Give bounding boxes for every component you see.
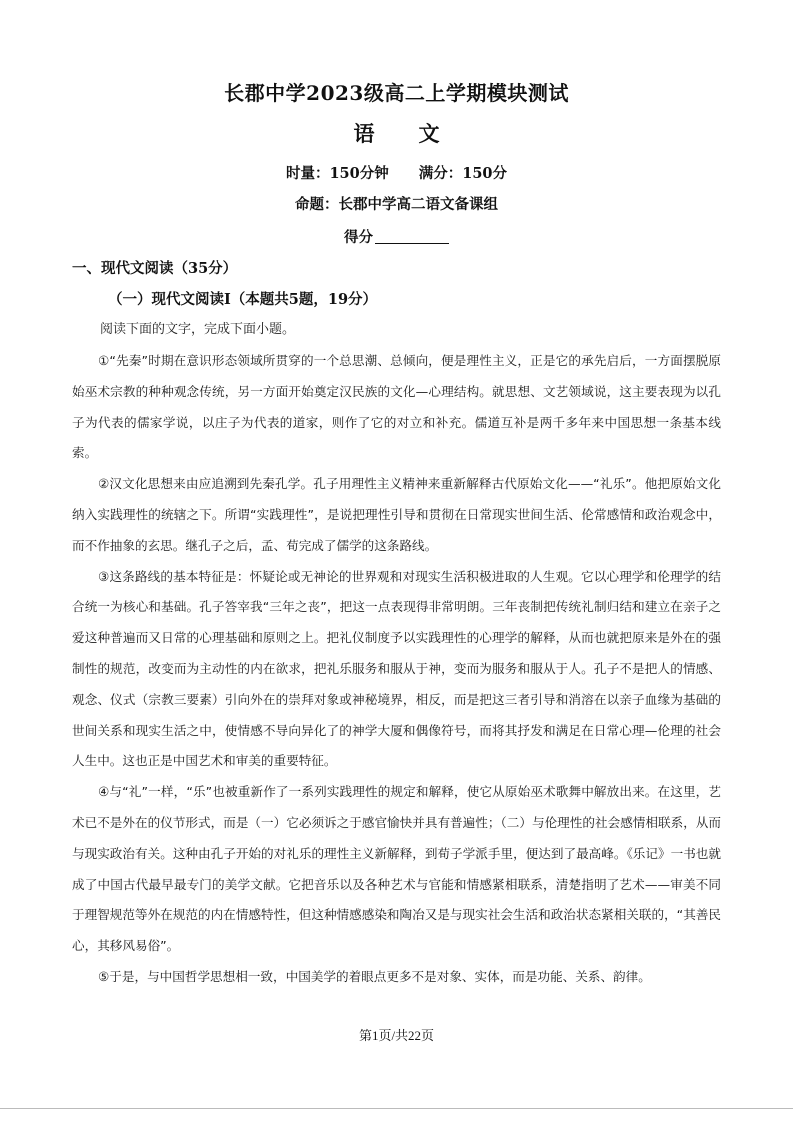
paragraph: ②汉文化思想来由应追溯到先秦孔学。孔子用理性主义精神来重新解释古代原始文化——“礼乐”。他把原始文化纳入实践理性的统辖之下。所谓“实践理性”，是说把理性引导和贯彻在日常现实世间生活、伦常感情和政治观念中，而不作抽象的玄思。继孔子之后，孟、荀完成了儒学的这条路线。 xyxy=(72,476,721,553)
exam-time-info xyxy=(0,162,793,183)
subject-title xyxy=(0,118,793,148)
paragraph: ④与“礼”一样，“乐”也被重新作了一系列实践理性的规定和解释，使它从原始巫术歌舞中解放出来。在这里，艺术已不是外在的仪节形式，而是（一）它必须诉之于感官愉快并具有普遍性；（二）与伦理性的社会感情相联系，从而与现实政治有关。这种由孔子开始的对礼乐的理性主义新解释，到荀子学派手里，便达到了最高峰。《乐记》一书也就成了中国古代最早最专门的美学文献。它把音乐以及各种艺术与官能和情感紧相联系，清楚指明了艺术——审美不同于理智规范等外在规范的内在情感特性，但这种情感感染和陶冶又是与现实社会生活和政治状态紧相关联的，“其善民心，其移风易俗”。 xyxy=(72,784,721,954)
score-label: 得分 xyxy=(344,229,373,246)
paragraph: ①“先秦”时期在意识形态领域所贯穿的一个总思潮、总倾向，便是理性主义，正是它的承先启后，一方面摆脱原始巫术宗教的种种观念传统，另一方面开始奠定汉民族的文化—心理结构。就思想、文艺领域说，这主要表现为以孔子为代表的儒家学说，以庄子为代表的道家，则作了它的对立和补充。儒道互补是两千多年来中国思想一条基本线索。 xyxy=(72,353,721,461)
score-line xyxy=(0,226,793,247)
subject-char-2: 文 xyxy=(418,121,440,146)
paragraph: ③这条路线的基本特征是：怀疑论或无神论的世界观和对现实生活积极进取的人生观。它以心理学和伦理学的结合统一为核心和基础。孔子答宰我“三年之丧”，把这一点表现得非常明朗。三年丧制把传统礼制归结和建立在亲子之爱这种普遍而又日常的心理基础和原则之上。把礼仪制度予以实践理性的心理学的解释，从而也就把原来是外在的强制性的规范，改变而为主动性的内在欲求，把礼乐服务和服从于神，变而为服务和服从于人。孔子不是把人的情感、观念、仪式（宗教三要素）引向外在的崇拜对象或神秘境界，相反，而是把这三者引导和消溶在以亲子血缘为基础的世间关系和现实生活之中，使情感不导向异化了的神学大厦和偶像符号，而将其抒发和满足在日常心理—伦理的社会人生中。这也正是中国艺术和审美的重要特征。 xyxy=(72,568,721,769)
score-blank xyxy=(375,229,449,244)
exam-title: 长郡中学2023级高二上学期模块测试 xyxy=(224,81,569,105)
reading-instruction: 阅读下面的文字，完成下面小题。 xyxy=(100,322,296,337)
subject-char-1: 语 xyxy=(353,121,375,146)
bottom-divider xyxy=(0,1108,793,1109)
time-limit: 时量：150分钟 xyxy=(285,165,389,182)
subsection-heading: （一）现代文阅读Ⅰ（本题共5题，19分） xyxy=(108,291,378,308)
paragraph: ⑤于是，与中国哲学思想相一致，中国美学的着眼点更多不是对象、实体，而是功能、关系、韵律。 xyxy=(98,968,651,984)
full-score: 满分：150分 xyxy=(418,165,508,182)
section-heading: 一、现代文阅读（35分） xyxy=(72,260,238,277)
article-body xyxy=(72,346,721,993)
exam-author: 命题：长郡中学高二语文备课组 xyxy=(295,196,498,213)
page-number: 第1页/共22页 xyxy=(358,1028,435,1043)
